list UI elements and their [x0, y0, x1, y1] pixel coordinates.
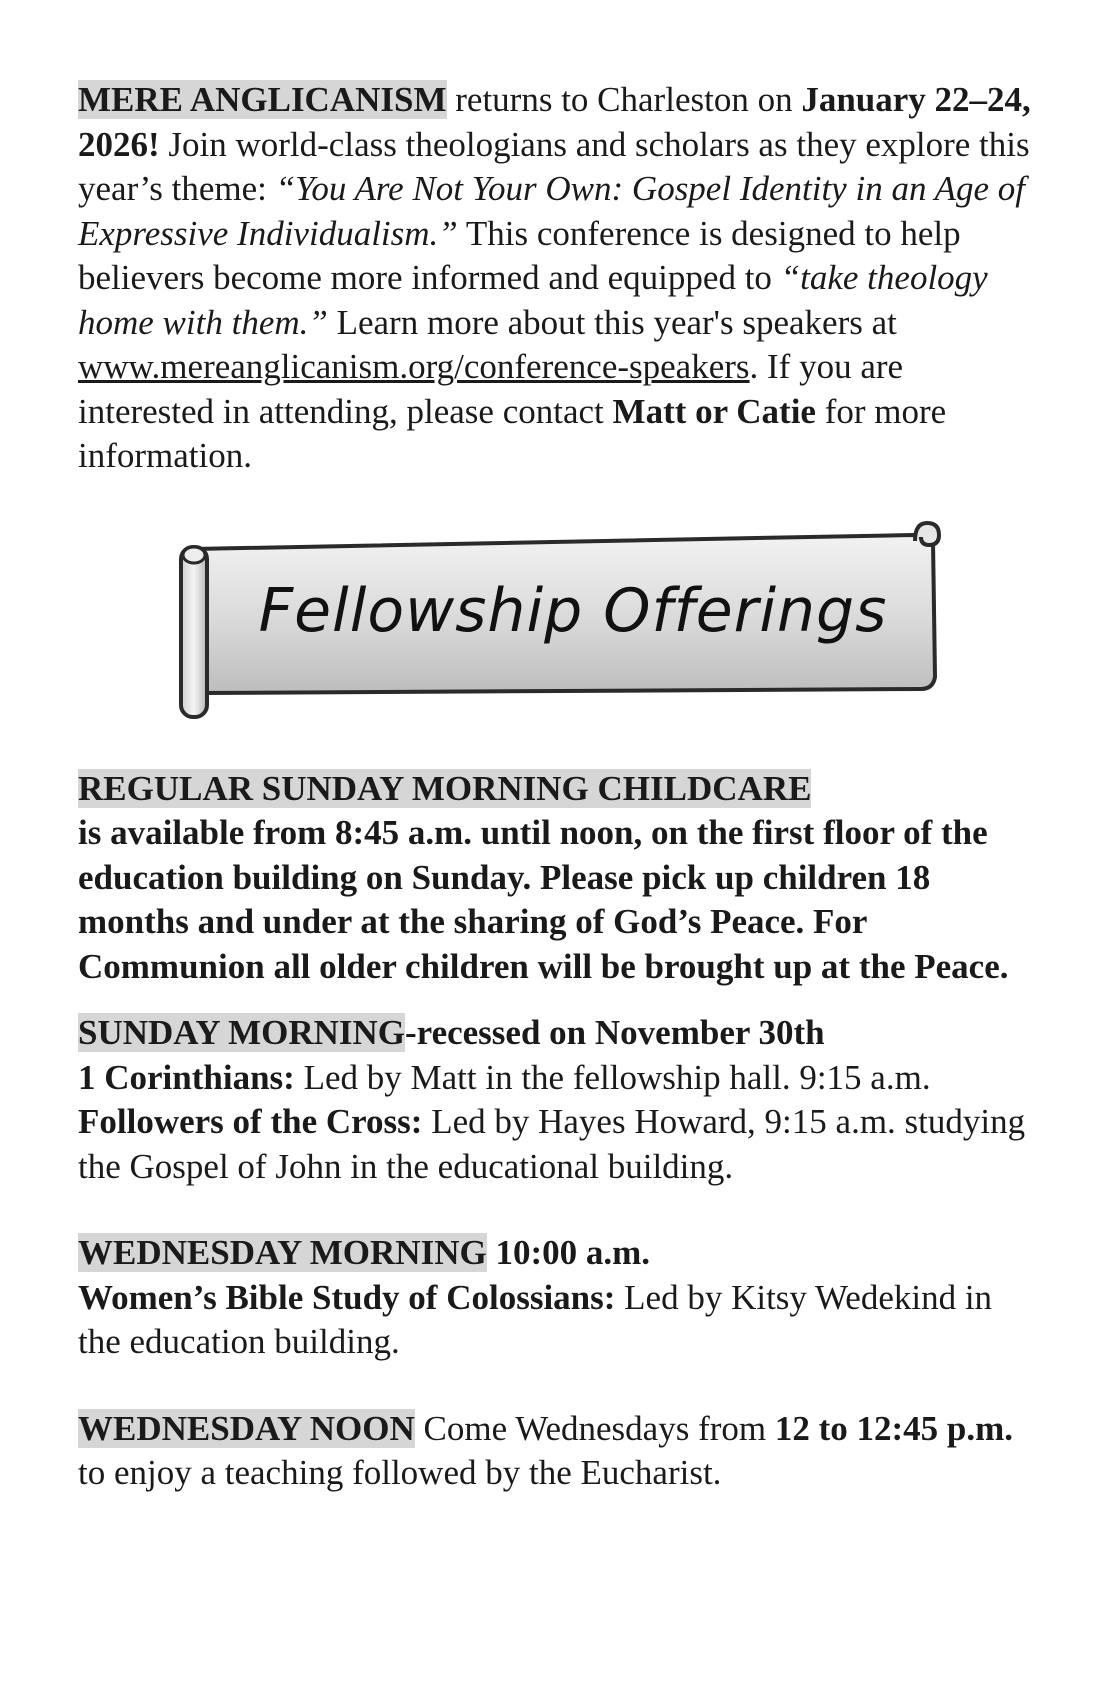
speakers-link[interactable]: www.mereanglicanism.org/conference-speakers — [78, 347, 750, 386]
womens-study-label: Women’s Bible Study of Colossians: — [78, 1277, 616, 1317]
wednesday-morning-heading: WEDNESDAY MORNING — [78, 1233, 487, 1272]
bulletin-page — [78, 78, 1038, 1496]
sunday-recess-note: -recessed on November 30th — [405, 1013, 825, 1052]
wednesday-morning-section — [78, 1231, 1038, 1365]
mere-text-2: Join world-class theologians and scholars as they explore this year’s theme: — [78, 124, 1030, 208]
mere-text-1: returns to Charleston on — [446, 80, 802, 119]
fellowship-banner — [173, 519, 953, 719]
wednesday-noon-section — [78, 1407, 1038, 1496]
mere-text-4: Learn more about this year's speakers at — [327, 302, 897, 342]
mere-text-3: This conference is designed to help believers become more informed and equipped to — [78, 213, 961, 297]
mere-text-5: . If you are interested in attending, please contact — [78, 347, 904, 431]
mere-theme: “You Are Not Your Own: Gospel Identity in an Age of Expressive Individualism.” — [78, 169, 1025, 253]
corinthians-label: 1 Corinthians: — [78, 1057, 295, 1097]
wednesday-noon-text-1: Come Wednesdays from — [414, 1408, 775, 1448]
scroll-banner-graphic — [173, 519, 953, 719]
corinthians-text: Led by Matt in the fellowship hall. 9:15 a.m. — [294, 1057, 931, 1097]
mere-quote: “take theology home with them.” — [78, 258, 988, 342]
followers-label: Followers of the Cross: — [78, 1102, 423, 1141]
followers-text: Led by Hayes Howard, 9:15 a.m. studying the Gospel of John in the educational building. — [78, 1102, 1026, 1186]
mere-contact: Matt or Catie — [612, 391, 816, 431]
sunday-morning-heading: SUNDAY MORNING — [78, 1013, 406, 1052]
sunday-morning-section — [78, 1011, 1038, 1189]
childcare-section — [78, 767, 1038, 990]
childcare-body: is available from 8:45 a.m. until noon, on the first floor of the education building on Sunday. Please pick up children 18 months and under at the sharing of God’s Peace. For Communion all older children will be brought up at the Peace. — [78, 813, 1009, 986]
banner-title: Fellowship Offerings — [258, 575, 888, 646]
mere-anglicanism-heading: MERE ANGLICANISM — [78, 80, 447, 119]
mere-anglicanism-section — [78, 78, 1038, 479]
womens-study-text: Led by Kitsy Wedekind in the education building. — [78, 1277, 993, 1361]
childcare-heading: REGULAR SUNDAY MORNING CHILDCARE — [78, 768, 812, 808]
wednesday-noon-time: 12 to 12:45 p.m. — [774, 1408, 1014, 1448]
mere-dates: January 22–24, 2026! — [78, 80, 1031, 164]
wednesday-noon-heading: WEDNESDAY NOON — [78, 1408, 415, 1448]
mere-text-6: for more information. — [78, 391, 947, 475]
wednesday-noon-text-2: to enjoy a teaching followed by the Eucharist. — [78, 1453, 722, 1492]
wednesday-morning-time: 10:00 a.m. — [486, 1233, 651, 1272]
